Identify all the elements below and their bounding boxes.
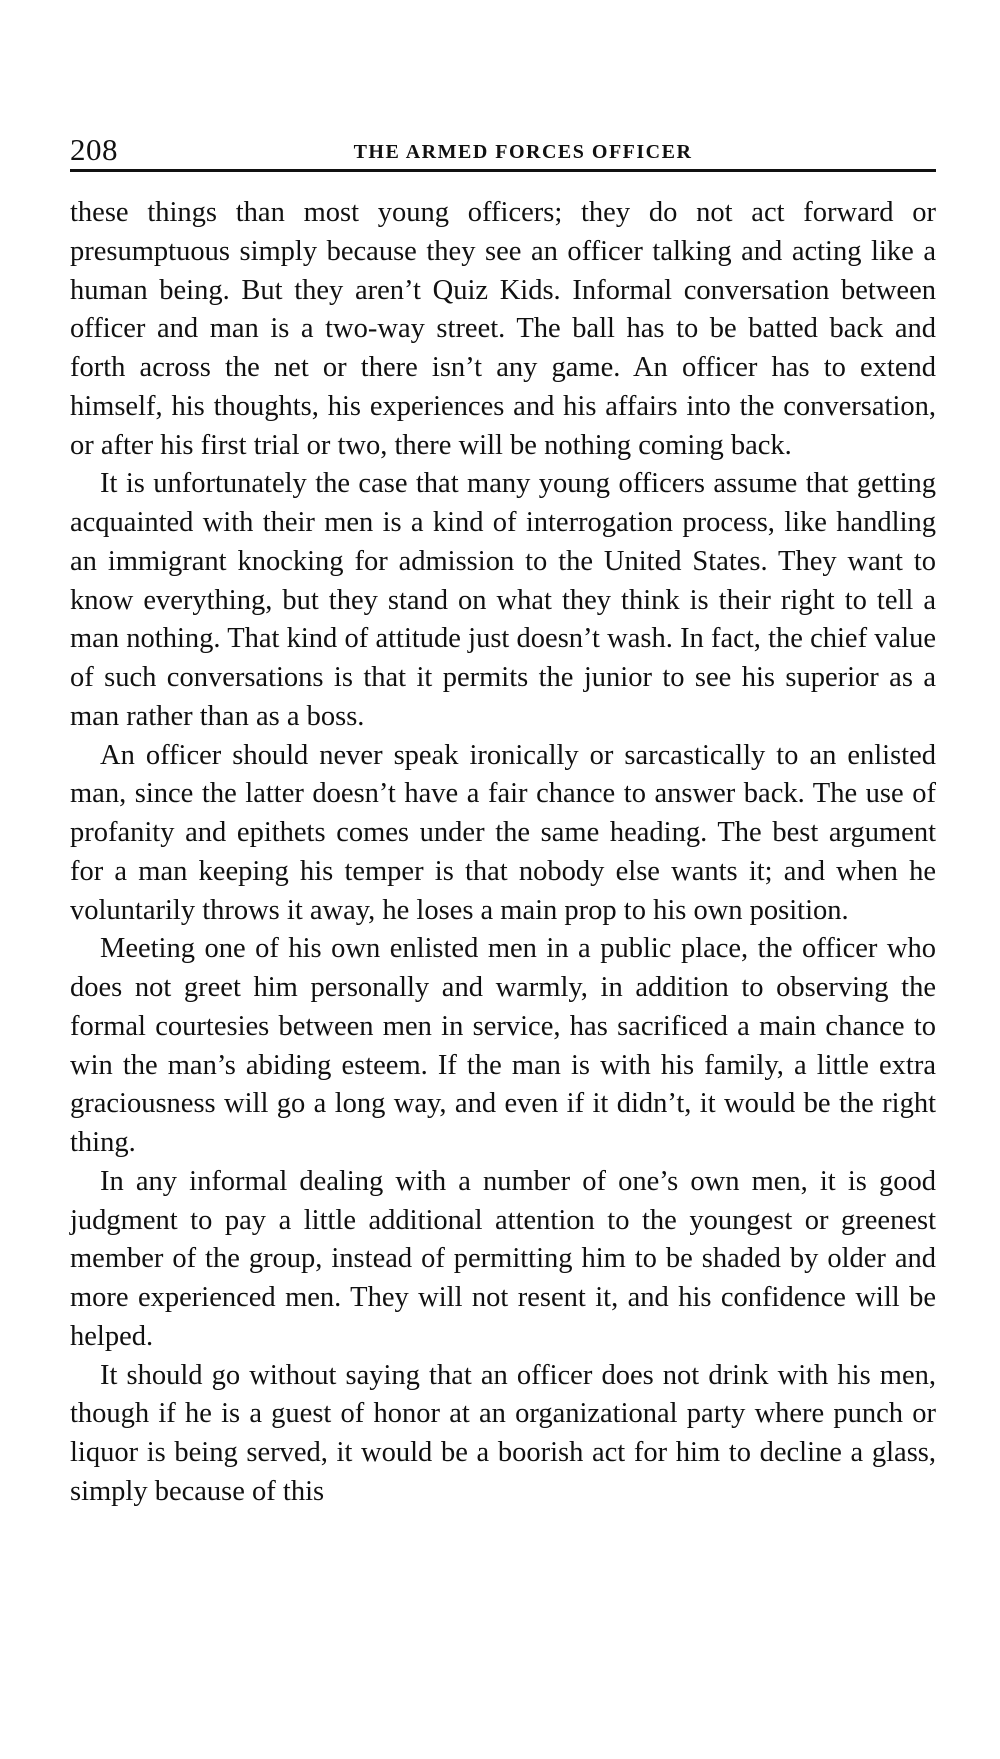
running-head (70, 130, 936, 170)
header-rule (70, 169, 936, 172)
paragraph-continued: these things than most young officers; they do not act forward or presumptuous simply because they see an officer talking and acting like a human being. But they aren’t Quiz Kids. Informal conversation between officer and man is a two-way street. The ball has to be batted back and forth across the net or there isn’t any game. An officer has to extend himself, his thoughts, his experiences and his affairs into the conversation, or after his first trial or two, there will be nothing coming back. (70, 197, 936, 461)
body-text (70, 194, 936, 1512)
paragraph-sarcasm: An officer should never speak ironically or sarcastically to an enlisted man, since the latter doesn’t have a fair chance to answer back. The use of profanity and epithets comes under the same heading. The best argument for a man keeping his temper is that nobody else wants it; and when he voluntarily throws it away, he loses a main prop to his own position. (70, 739, 936, 926)
paragraph-youngest-member: In any informal dealing with a number of one’s own men, it is good judgment to pay a little additional attention to the youngest or greenest member of the group, instead of permitting him to be shaded by older and more experienced men. They will not resent it, and his confidence will be helped. (70, 1165, 936, 1352)
paragraph-interrogation: It is unfortunately the case that many young officers assume that getting acquainted with their men is a kind of interrogation process, like handling an immigrant knocking for admission to the United States. They want to know everything, but they stand on what they think is their right to tell a man nothing. That kind of attitude just doesn’t wash. In fact, the chief value of such conversations is that it permits the junior to see his superior as a man rather than as a boss. (70, 468, 936, 732)
paragraph-drinking: It should go without saying that an officer does not drink with his men, though if he is a guest of honor at an organizational party where punch or liquor is being served, it would be a boorish act for him to decline a glass, simply because of this (70, 1359, 936, 1507)
paragraph-public-greeting: Meeting one of his own enlisted men in a public place, the officer who does not greet him personally and warmly, in addition to observing the formal courtesies between men in service, has sacrificed a main chance to win the man’s abiding esteem. If the man is with his family, a little extra graciousness will go a long way, and even if it didn’t, it would be the right thing. (70, 933, 936, 1158)
running-title: THE ARMED FORCES OFFICER (353, 141, 693, 163)
page-number: 208 (70, 132, 118, 167)
